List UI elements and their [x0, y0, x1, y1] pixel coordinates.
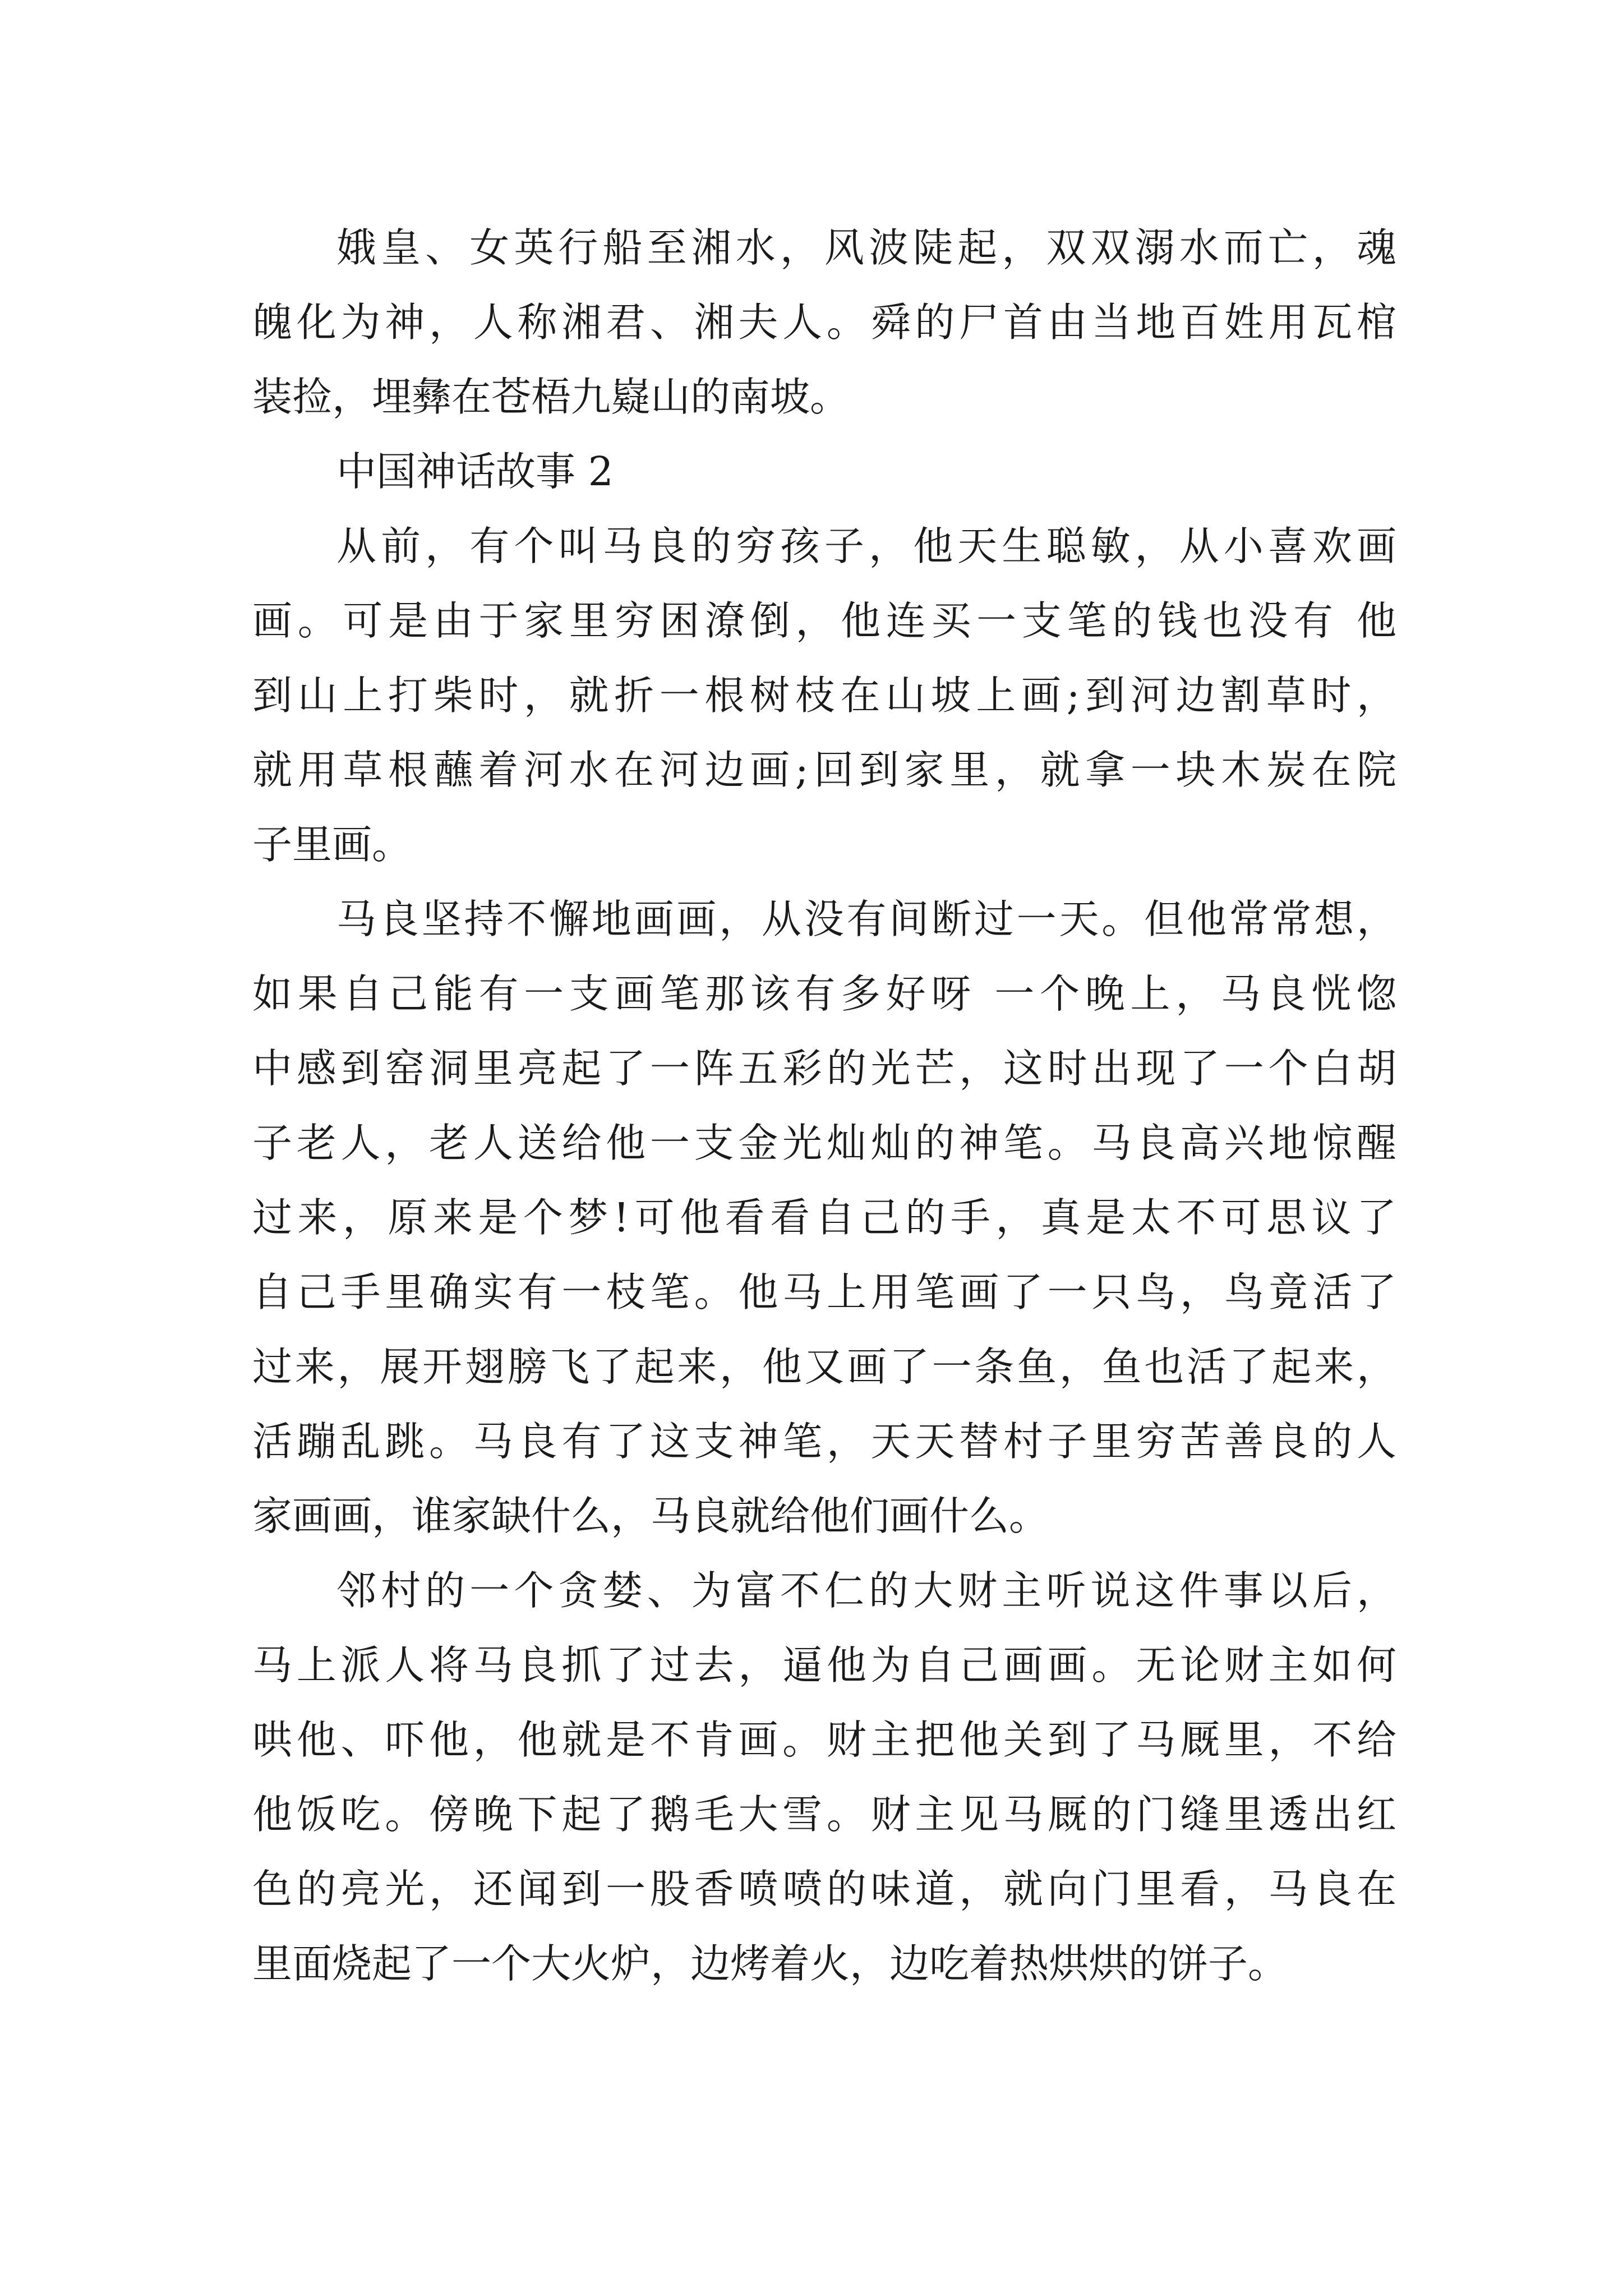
paragraph-line: 魄化为神，人称湘君、湘夫人。舜的尸首由当地百姓用瓦棺 [252, 299, 1396, 346]
paragraph-line: 子里画。 [252, 821, 412, 868]
paragraph-line: 家画画，谁家缺什么，马良就给他们画什么。 [252, 1493, 1049, 1539]
paragraph-line: 装捡，埋彝在苍梧九嶷山的南坡。 [252, 374, 850, 420]
paragraph-line: 娥皇、女英行船至湘水，风波陡起，双双溺水而亡，魂 [336, 224, 1396, 271]
section-heading: 中国神话故事 2 [336, 448, 614, 495]
paragraph-line: 马良坚持不懈地画画，从没有间断过一天。但他常常想， [336, 896, 1396, 942]
paragraph-line: 过来，原来是个梦!可他看看自己的手，真是太不可思议了 [252, 1194, 1396, 1241]
paragraph-line: 色的亮光，还闻到一股香喷喷的味道，就向门里看，马良在 [252, 1866, 1396, 1912]
paragraph-line: 活蹦乱跳。马良有了这支神笔，天天替村子里穷苦善良的人 [252, 1418, 1396, 1465]
paragraph-line: 就用草根蘸着河水在河边画;回到家里，就拿一块木炭在院 [252, 747, 1396, 793]
paragraph-line: 中感到窑洞里亮起了一阵五彩的光芒，这时出现了一个白胡 [252, 1045, 1396, 1092]
paragraph-4 [252, 1553, 1396, 2001]
document-body [252, 210, 1396, 2001]
paragraph-line: 邻村的一个贪婪、为富不仁的大财主听说这件事以后， [336, 1567, 1396, 1614]
paragraph-line: 从前，有个叫马良的穷孩子，他天生聪敏，从小喜欢画 [336, 523, 1396, 569]
paragraph-2 [252, 509, 1396, 882]
paragraph-line: 哄他、吓他，他就是不肯画。财主把他关到了马厩里，不给 [252, 1717, 1396, 1763]
paragraph-line: 里面烧起了一个大火炉，边烤着火，边吃着热烘烘的饼子。 [252, 1940, 1288, 1987]
paragraph-line: 画。可是由于家里穷困潦倒，他连买一支笔的钱也没有 他 [252, 597, 1396, 644]
paragraph-line: 马上派人将马良抓了过去，逼他为自己画画。无论财主如何 [252, 1642, 1396, 1688]
paragraph-line: 子老人，老人送给他一支金光灿灿的神笔。马良高兴地惊醒 [252, 1120, 1396, 1166]
paragraph-line: 过来，展开翅膀飞了起来，他又画了一条鱼，鱼也活了起来， [252, 1343, 1396, 1390]
paragraph-line: 他饭吃。傍晚下起了鹅毛大雪。财主见马厩的门缝里透出红 [252, 1791, 1396, 1838]
paragraph-line: 到山上打柴时，就折一根树枝在山坡上画;到河边割草时， [252, 672, 1396, 719]
paragraph-line: 自己手里确实有一枝笔。他马上用笔画了一只鸟，鸟竟活了 [252, 1269, 1396, 1315]
paragraph-3 [252, 882, 1396, 1553]
paragraph-line: 如果自己能有一支画笔那该有多好呀 一个晚上，马良恍惚 [252, 970, 1396, 1017]
paragraph-1 [252, 210, 1396, 434]
